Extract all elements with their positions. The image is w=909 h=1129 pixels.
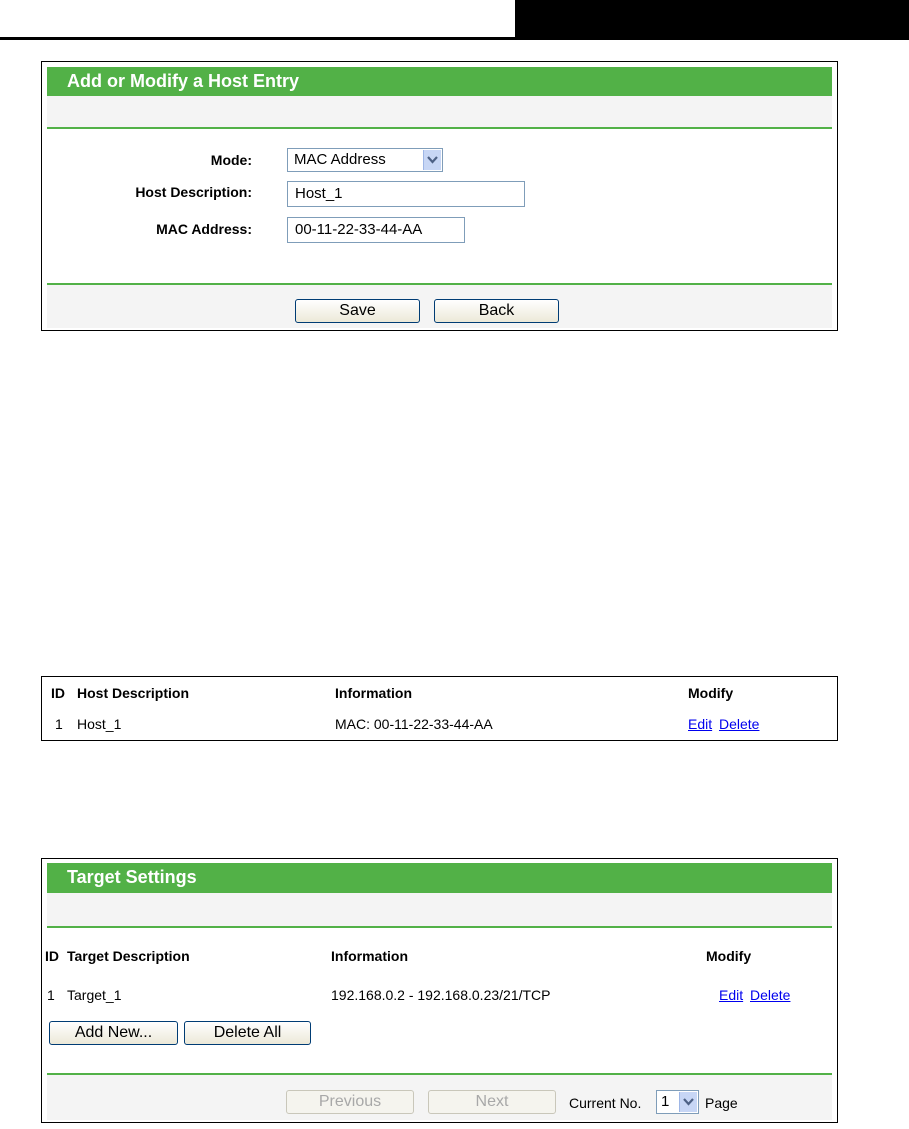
top-rule [0,37,909,40]
save-button[interactable]: Save [295,299,420,323]
host-row-description: Host_1 [77,716,122,732]
add-new-button[interactable]: Add New... [49,1021,178,1045]
host-col-id: ID [51,685,65,701]
page-label: Page [705,1095,738,1111]
target-delete-link[interactable]: Delete [750,987,791,1003]
delete-all-button[interactable]: Delete All [184,1021,311,1045]
mode-label: Mode: [210,152,252,168]
host-row-id: 1 [55,716,63,732]
mode-select-value: MAC Address [294,151,386,168]
host-delete-link[interactable]: Delete [719,716,760,732]
chevron-down-icon[interactable] [423,150,441,170]
host-description-label: Host Description: [135,184,252,200]
host-col-modify: Modify [688,685,734,701]
target-col-information: Information [331,948,408,964]
target-col-description: Target Description [67,948,190,964]
host-list-panel [41,676,838,741]
host-col-information: Information [335,685,412,701]
target-row-description: Target_1 [67,987,122,1003]
host-entry-panel [41,61,838,331]
target-col-modify: Modify [706,948,752,964]
mac-address-input[interactable]: 00-11-22-33-44-AA [287,217,465,243]
target-settings-subheader [47,893,832,928]
target-settings-title: Target Settings [47,863,832,893]
back-button[interactable]: Back [434,299,559,323]
current-no-label: Current No. [569,1095,642,1111]
page-select[interactable] [656,1090,699,1114]
top-black-bar [515,0,909,38]
host-row-information: MAC: 00-11-22-33-44-AA [335,716,493,732]
target-settings-panel [41,858,838,1123]
mac-address-label: MAC Address: [156,221,252,237]
chevron-down-icon[interactable] [679,1092,697,1112]
previous-button[interactable]: Previous [286,1090,414,1114]
target-edit-link[interactable]: Edit [719,987,744,1003]
mode-select[interactable] [287,148,443,172]
next-button[interactable]: Next [428,1090,556,1114]
host-entry-subheader [47,96,832,129]
target-row-id: 1 [47,987,55,1003]
page-select-value: 1 [661,1093,670,1110]
target-row-information: 192.168.0.2 - 192.168.0.23/21/TCP [331,987,551,1003]
host-col-description: Host Description [77,685,190,701]
target-col-id: ID [45,948,59,964]
host-entry-title: Add or Modify a Host Entry [47,67,832,96]
host-edit-link[interactable]: Edit [688,716,713,732]
host-description-input[interactable]: Host_1 [287,181,525,207]
